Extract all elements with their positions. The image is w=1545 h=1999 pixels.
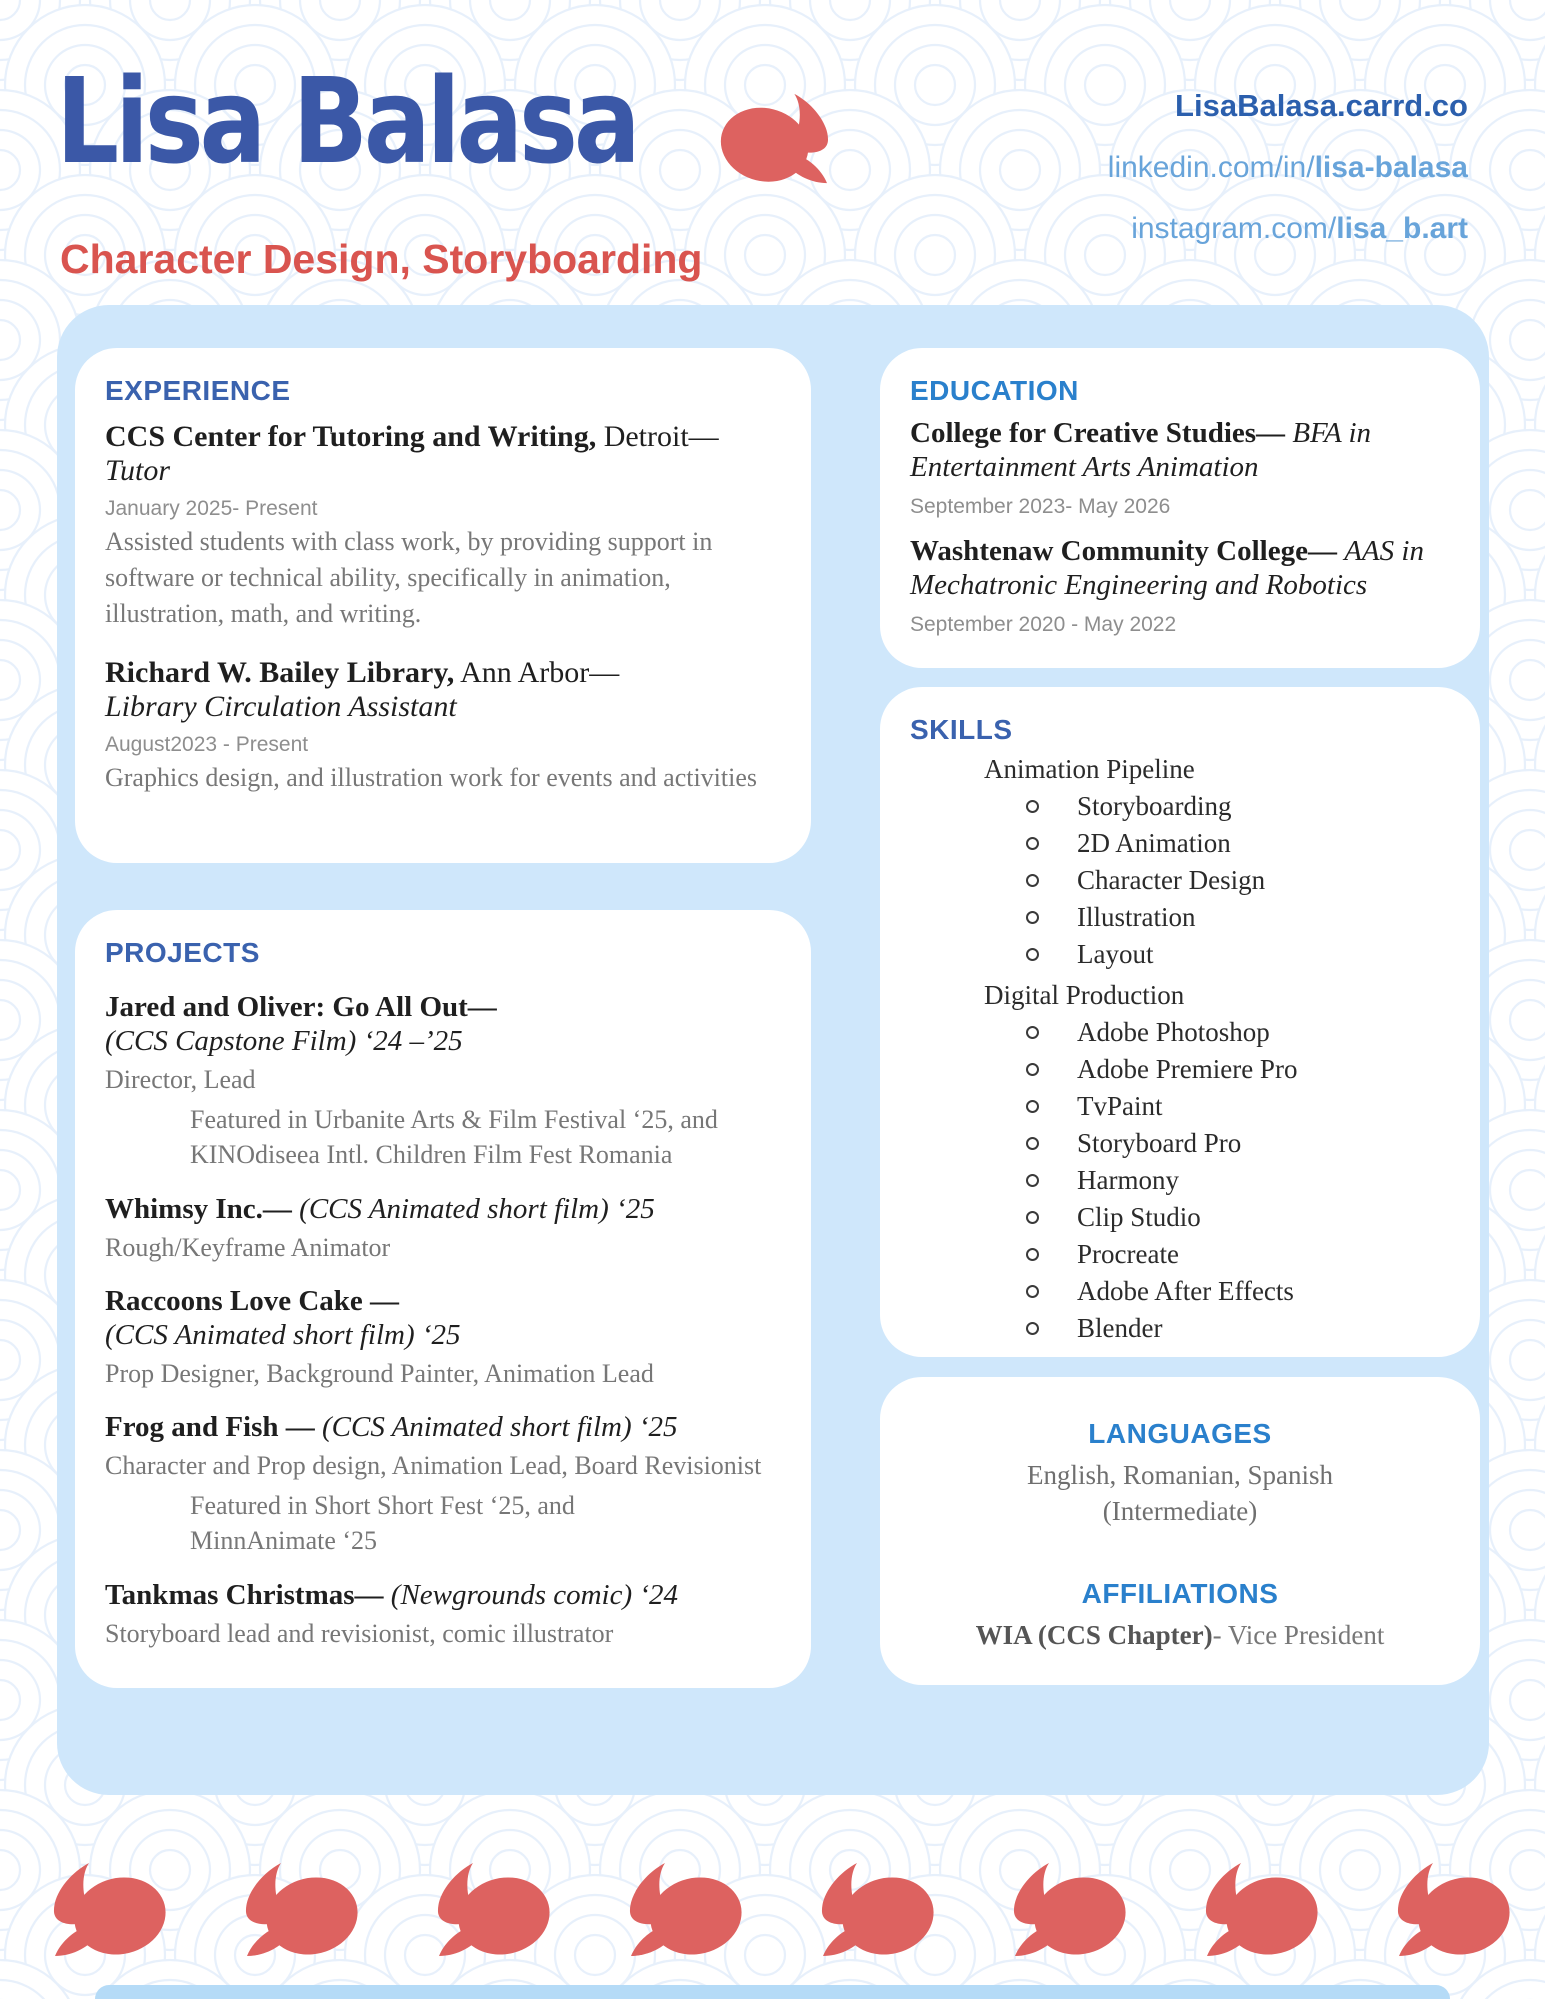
project-featured: Featured in Short Short Fest ‘25, and MinnAnimate ‘25	[190, 1491, 575, 1555]
education-entry: Washtenaw Community College— AAS in Mechatronic Engineering and Robotics September 2020 - May 2022	[910, 534, 1450, 638]
project-featured: Featured in Urbanite Arts & Film Festival ‘25, and KINOdiseea Intl. Children Film Fest Romania	[190, 1105, 718, 1169]
skills-group-label: Digital Production	[984, 980, 1185, 1010]
skill-item: TvPaint	[1026, 1088, 1450, 1125]
fish-icon	[616, 1858, 746, 1960]
project-entry: Raccoons Love Cake — (CCS Animated short film) ‘25 Prop Designer, Background Painter, Animation Lead	[105, 1284, 781, 1390]
link-carrd[interactable]: LisaBalasa.carrd.co	[1175, 88, 1468, 123]
fish-row-decoration	[40, 1858, 1514, 1960]
project-role: Prop Designer, Background Painter, Animation Lead	[105, 1359, 654, 1388]
fish-icon	[1192, 1858, 1322, 1960]
skill-item: Harmony	[1026, 1162, 1450, 1199]
languages-level: (Intermediate)	[1102, 1496, 1258, 1526]
skill-item: Adobe Photoshop	[1026, 1014, 1450, 1051]
fish-icon	[40, 1858, 170, 1960]
experience-role: Library Circulation Assistant	[105, 690, 457, 723]
link-linkedin[interactable]: linkedin.com/in/lisa-balasa	[1107, 151, 1468, 184]
experience-dates: January 2025- Present	[105, 497, 318, 520]
skill-item: Illustration	[1026, 899, 1450, 936]
education-dates: September 2023- May 2026	[910, 495, 1171, 518]
skill-item: Blender	[1026, 1310, 1450, 1347]
project-role: Director, Lead	[105, 1065, 256, 1094]
fish-icon	[424, 1858, 554, 1960]
education-dates: September 2020 - May 2022	[910, 613, 1177, 636]
fish-icon	[808, 1858, 938, 1960]
projects-heading: PROJECTS	[105, 937, 260, 968]
next-section-edge	[95, 1985, 1450, 1999]
skill-item: Clip Studio	[1026, 1199, 1450, 1236]
fish-icon	[698, 90, 860, 186]
education-heading: EDUCATION	[910, 375, 1079, 406]
skills-heading: SKILLS	[910, 714, 1013, 745]
experience-dates: August2023 - Present	[105, 733, 309, 756]
skill-item: Procreate	[1026, 1236, 1450, 1273]
project-entry: Whimsy Inc.— (CCS Animated short film) ‘25 Rough/Keyframe Animator	[105, 1192, 781, 1264]
project-entry: Tankmas Christmas— (Newgrounds comic) ‘24 Storyboard lead and revisionist, comic illustrator	[105, 1578, 781, 1650]
experience-heading: EXPERIENCE	[105, 375, 291, 406]
logo-lisa-balasa: Lisa Balasa	[56, 52, 637, 190]
affiliation-entry: WIA (CCS Chapter)- Vice President	[975, 1620, 1385, 1650]
contact-links	[1108, 88, 1468, 273]
project-role: Storyboard lead and revisionist, comic illustrator	[105, 1619, 614, 1648]
project-role: Rough/Keyframe Animator	[105, 1233, 391, 1262]
fish-icon	[1384, 1858, 1514, 1960]
skill-item: Storyboarding	[1026, 788, 1450, 825]
experience-org: Richard W. Bailey Library, Ann Arbor—	[105, 656, 620, 689]
skill-item: Layout	[1026, 936, 1450, 973]
tagline: Character Design, Storyboarding	[60, 236, 703, 282]
project-entry: Frog and Fish — (CCS Animated short film) ‘25 Character and Prop design, Animation Lead, Board Revisionist Featured in Short Short Fest ‘25, and MinnAnimate ‘25	[105, 1410, 781, 1558]
education-entry: College for Creative Studies— BFA in Entertainment Arts Animation September 2023- May 2026	[910, 416, 1450, 520]
languages-heading: LANGUAGES	[1088, 1418, 1272, 1449]
affiliations-heading: AFFILIATIONS	[1081, 1578, 1279, 1609]
languages-list: English, Romanian, Spanish	[1027, 1460, 1333, 1490]
experience-description: Graphics design, and illustration work for events and activities	[105, 763, 758, 792]
skill-item: Character Design	[1026, 862, 1450, 899]
project-entry: Jared and Oliver: Go All Out— (CCS Capstone Film) ‘24 –’25 Director, Lead Featured in Urbanite Arts & Film Festival ‘25, and KINOdiseea Intl. Children Film Fest Romania	[105, 990, 781, 1172]
experience-org: CCS Center for Tutoring and Writing, Detroit—	[105, 420, 719, 453]
fish-icon	[232, 1858, 362, 1960]
skill-item: 2D Animation	[1026, 825, 1450, 862]
experience-role: Tutor	[105, 454, 171, 487]
fish-icon	[1000, 1858, 1130, 1960]
link-instagram[interactable]: instagram.com/lisa_b.art	[1131, 212, 1468, 245]
experience-description: Assisted students with class work, by providing support in software or technical ability, specifically in animation, illustration, math, and writing.	[105, 527, 713, 628]
skills-group-label: Animation Pipeline	[984, 754, 1195, 784]
skill-item: Storyboard Pro	[1026, 1125, 1450, 1162]
skill-item: Adobe After Effects	[1026, 1273, 1450, 1310]
project-role: Character and Prop design, Animation Lead, Board Revisionist	[105, 1451, 762, 1480]
skill-item: Adobe Premiere Pro	[1026, 1051, 1450, 1088]
